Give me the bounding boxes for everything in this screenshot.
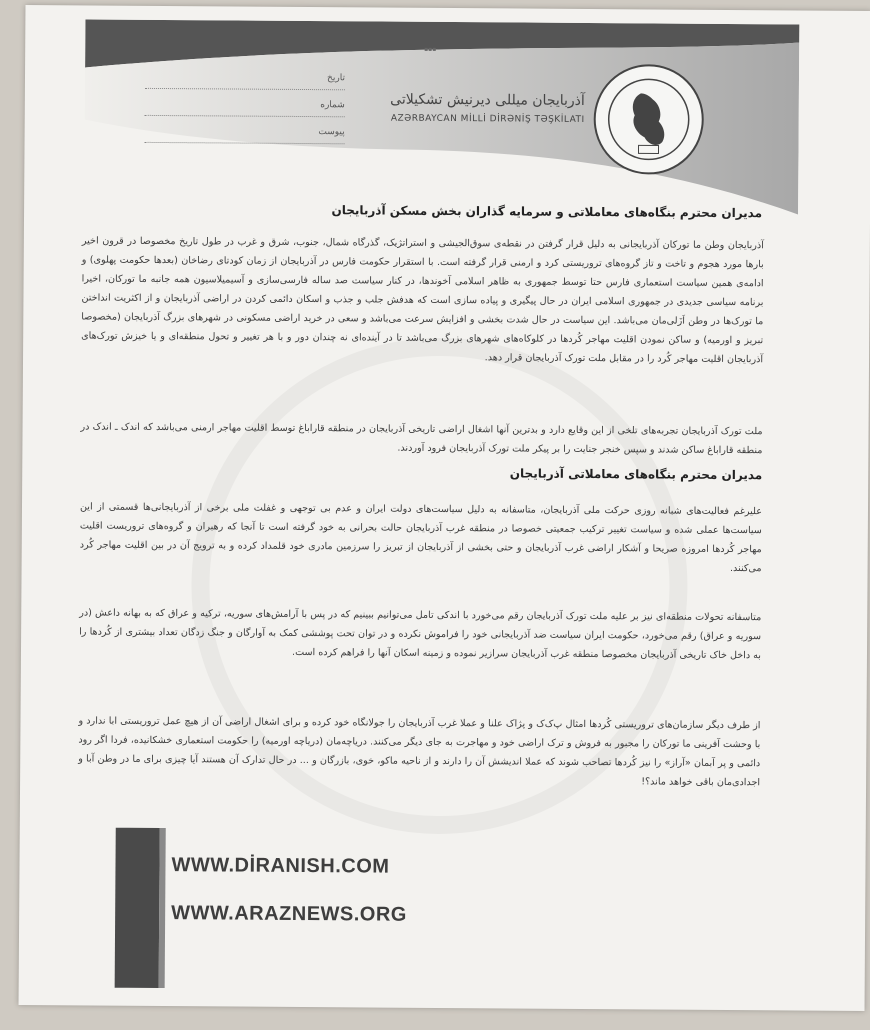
paragraph-3: علیرغم فعالیت‌های شبانه روزی حرکت ملی آذربایجان، متاسفانه به دلیل سیاست‌های دولت ایران و عدم بی توجهی و غفلت ملی برخی از آذربایجانی‌ها قسمتی از این سیاست‌ها عملی شده و سیاست تغییر ترکیب جمعیتی خصوصا در منطقه غرب آذربایجان حالت بحرانی به خود گرفته است تا آنجا که رهبران و گروه‌های تروریست اقلیت مهاجر کُردها امروزه صریحا و آشکار اراضی غرب آذربایجان و حتی بخشی از آذربایجان از تبریز را سرزمین مادری خود قلمداد کرده و به ترویج آن در بین اقلیت مهاجر کُرد می‌کنند. xyxy=(79,501,763,575)
form-fields xyxy=(145,66,346,148)
form-field-number: شماره xyxy=(145,93,345,117)
document-page xyxy=(19,5,870,1011)
footer-link-araznews: WWW.ARAZNEWS.ORG xyxy=(171,902,407,926)
document-title: مدیران محترم بنگاه‌های معاملاتی و سرمایه گذاران بخش مسکن آذربایجان xyxy=(331,203,763,221)
paragraph-5: از طرف دیگر سازمان‌های تروریستی کُردها امثال پ‌ک‌ک و پژاک علنا و عملا غرب آذربایجان را جولانگاه خود کرده و برای اشغال اراضی آن از هیچ عمل تروریستی ابا ندارد و با وحشت آفرینی ما تورکان را مجبور به فروش و ترک اراضی خود و مهاجرت به جای دیگر می‌کنند. دریاچه‌مان (دریاچه اورمیه) را حکومت استعماری خشکانیده، فردا اگر رود دائمی و پر آبمان «آراز» را نیز کُردها تصاحب شوند که عملا اندیشش آن را دارند و از ناحیه ماکو، خوی، بازرگان و ... در حال تدارک آن هستند آیا چیزی برای ما در وطن آبا و اجدادی‌مان باقی خواهد ماند؟! xyxy=(78,715,761,789)
small-mark: ▪▪▪ xyxy=(424,45,437,53)
footer-bar-accent xyxy=(159,828,166,988)
paragraph-2: ملت تورک آذربایجان تجربه‌های تلخی از این وقایع دارد و بدترین آنها اشغال اراضی تاریخی آذربایجان در منطقه قاراباغ توسط اقلیت مهاجر ارمنی می‌باشد که اندک ـ اندک در منطقه قاراباغ ساکن شدند و سپس خنجر جنایت را بر پیکر ملت تورک آذربایجان فرود آوردند. xyxy=(80,421,763,457)
footer-bar xyxy=(115,828,160,988)
footer-link-diranish: WWW.DİRANISH.COM xyxy=(171,854,390,878)
org-name-fa: آذربایجان میللی دیرنیش تشکیلاتی xyxy=(390,91,585,109)
org-name-tr: AZƏRBAYCAN MİLLİ DİRƏNİŞ TƏŞKİLATI xyxy=(390,113,585,125)
paragraph-1: آذربایجان وطن ما تورکان آذربایجانی به دلیل قرار گرفتن در نقطه‌ی سوق‌الجیشی و استراتژیک، گذرگاه شمال، جنوب، شرق و غرب در طول تاریخ مخصوصا در قرون اخیر بارها مورد هجوم و تاخت و تاز گروه‌های تروریستی کرد و ارمنی قرار گرفته است. با استقرار حکومت فارس در آذربایجان از زمان کودتای رضاخان (بعدها حکومت پهلوی) و ادامه‌ی همین سیاست استعماری فارس حتا توسط جمهوری به ظاهر اسلامی آخوندها، در کنار سیاست صد ساله فارسی‌سازی و آسیمیلاسیون همه جانبه ما تورکان، اخیرا برنامه سیاسی جدیدی در جمهوری اسلامی ایران در حال پیگیری و پیاده سازی است که هدفش جلب و جذب و اسکان دائمی کردن در اراضی آذربایجان و از اکثریت انداختن ما تورک‌ها در وطن اَزَلی‌مان می‌باشد. این سیاست در حال شدت بخشی و افزایش سرعت می‌باشد و سعی در خرید اراضی مسکونی در شهرهای بزرگ آذربایجان (مخصوصا تبریز و اورمیه) و ساکن نمودن اقلیت مهاجر کُردها در کلوکاه‌های شهرهای بزرگ می‌باشد تا در آینده‌ای نه چندان دور و با هر تغییر و تحول منطقه‌ای و یا خیزش تورک‌های آذربایجان اقلیت مهاجر کُرد را در مقابل ملت تورک آذربایجان قرار دهد. xyxy=(81,235,764,366)
paragraph-4: متاسفانه تحولات منطقه‌ای نیز بر علیه ملت تورک آذربایجان رقم می‌خورد با اندکی تامل می‌توانیم ببینیم که در پس با آرامش‌های سوریه، ترکیه و عراق که به بهانه داعش (در سوریه و عراق) رقم می‌خورد، حکومت ایران سیاست ضد آذربایجانی خود را فراموش نکرده و در توان تحت پوششی کمک به آوارگان و جنگ زدگان تعداد بیشتری از کُردها را به داخل خاک تاریخی آذربایجان مخصوصا منطقه غرب آذربایجان سرازیر نموده و زمینه اسکان آنها را فراهم کرده است. xyxy=(79,607,762,662)
section-title: مدیران محترم بنگاه‌های معاملاتی آذربایجان xyxy=(509,466,763,483)
form-field-attachment: پیوست xyxy=(145,120,345,144)
form-field-date: تاریخ xyxy=(145,66,345,90)
organization-emblem xyxy=(592,63,705,176)
